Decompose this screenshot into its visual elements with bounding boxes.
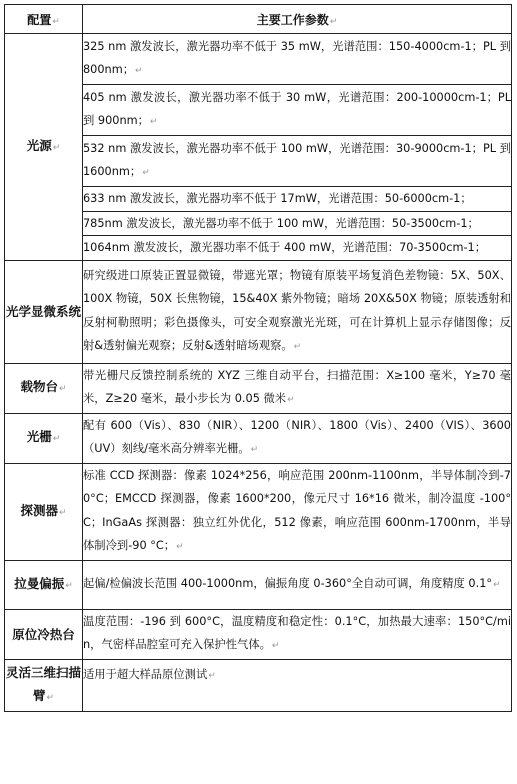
detector-label: 探测器↵ bbox=[5, 463, 83, 560]
light-source-1064: 1064nm 激发波长，激光器功率不低于 400 mW，光谱范围：70-3500cm-1； bbox=[83, 236, 512, 261]
light-source-405: 405 nm 激发波长，激光器功率不低于 30 mW，光谱范围：200-10000cm-1；PL 到 900nm；↵ bbox=[83, 85, 512, 136]
stage-text: 带光栅尺反馈控制系统的 XYZ 三维自动平台，扫描范围：X≥100 毫米，Y≥70 毫米，Z≥20 毫米，最小步长为 0.05 微米↵ bbox=[83, 363, 512, 413]
light-source-785: 785nm 激发波长，激光器功率不低于 100 mW，光谱范围：50-3500cm-1； bbox=[83, 211, 512, 236]
config-header: 配置↵ bbox=[5, 5, 83, 34]
grating-label: 光栅↵ bbox=[5, 413, 83, 463]
header-row bbox=[5, 5, 512, 34]
grating-row bbox=[5, 413, 512, 463]
grating-text: 配有 600（Vis）、830（NIR）、1200（NIR）、1800（Vis）、2400（VIS）、3600（UV）刻线/毫米高分辨率光栅。↵ bbox=[83, 413, 512, 463]
detector-text: 标准 CCD 探测器：像素 1024*256，响应范围 200nm-1100nm，半导体制冷到-70°C；EMCCD 探测器，像素 1600*200，像元尺寸 16*16 微米，制冷温度 -100°C；InGaAs 探测器：独立红外优化，512 像素，响应范围 600nm-1700nm，半导体制冷到-90 °C；↵ bbox=[83, 463, 512, 560]
scan-arm-label: 灵活三维扫描臂↵ bbox=[5, 659, 83, 711]
light-source-row bbox=[5, 34, 512, 85]
microscope-text: 研究级进口原装正置显微镜，带遮光罩；物镜有原装平场复消色差物镜：5X、50X、100X 物镜，50X 长焦物镜，15&40X 紫外物镜；暗场 20X&50X 物镜；原装透射和反射柯勒照明；彩色摄像头，可安全观察激光光斑，可在计算机上显示存储图像；反射&透射偏光观察；反射&透射暗场观察。↵ bbox=[83, 260, 512, 363]
polarization-text: 起偏/检偏波长范围 400-1000nm，偏振角度 0-360°全自动可调，角度精度 0.1°↵ bbox=[83, 560, 512, 609]
light-source-532: 532 nm 激发波长，激光器功率不低于 100 mW，光谱范围：30-9000cm-1；PL 到 1600nm；↵ bbox=[83, 136, 512, 187]
spec-table bbox=[4, 4, 512, 712]
polarization-label: 拉曼偏振↵ bbox=[5, 560, 83, 609]
polarization-row bbox=[5, 560, 512, 609]
heating-stage-label: 原位冷热台 bbox=[5, 609, 83, 659]
detector-row bbox=[5, 463, 512, 560]
scan-arm-row bbox=[5, 659, 512, 711]
light-source-633: 633 nm 激发波长，激光器功率不低于 17mW，光谱范围：50-6000cm-1； bbox=[83, 187, 512, 212]
microscope-row bbox=[5, 260, 512, 363]
microscope-label: 光学显微系统 bbox=[5, 260, 83, 363]
stage-row bbox=[5, 363, 512, 413]
params-header: 主要工作参数↵ bbox=[83, 5, 512, 34]
heating-stage-text: 温度范围：-196 到 600°C，温度精度和稳定性：0.1°C，加热最大速率：150°C/min，气密样品腔室可充入保护性气体。↵ bbox=[83, 609, 512, 659]
light-source-325: 325 nm 激发波长，激光器功率不低于 35 mW，光谱范围：150-4000cm-1；PL 到 800nm；↵ bbox=[83, 34, 512, 85]
stage-label: 载物台↵ bbox=[5, 363, 83, 413]
scan-arm-text: 适用于超大样品原位测试↵ bbox=[83, 659, 512, 711]
heating-stage-row bbox=[5, 609, 512, 659]
light-source-label: 光源↵ bbox=[5, 34, 83, 261]
